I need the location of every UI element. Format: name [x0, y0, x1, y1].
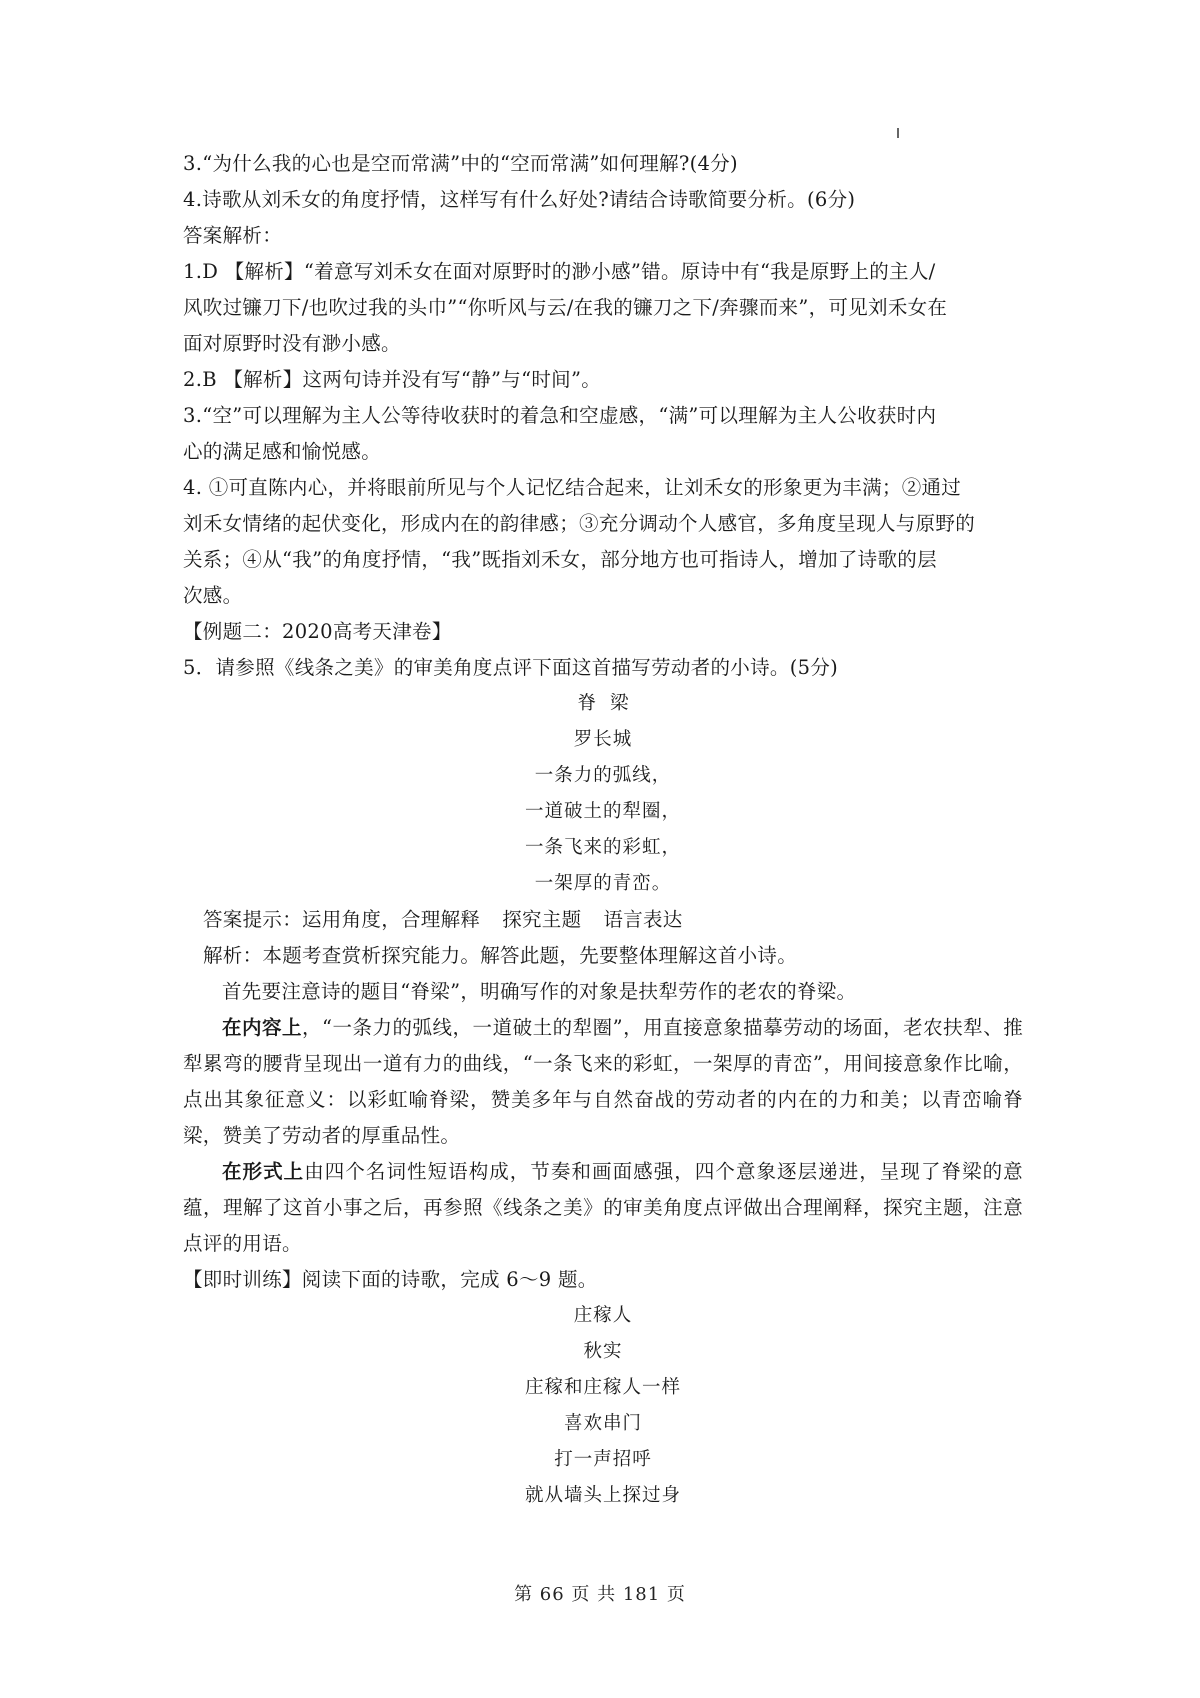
answer-3-line-1: 3.“空”可以理解为主人公等待收获时的着急和空虚感，“满”可以理解为主人公收获时内 — [183, 404, 937, 427]
answer-4-line-2: 刘禾女情绪的起伏变化，形成内在的韵律感；③充分调动个人感官，多角度呈现人与原野的 — [183, 512, 976, 535]
poem-1-line-2: 一道破土的犁圈， — [524, 801, 681, 822]
answer-hint — [183, 902, 1023, 938]
analysis-paragraph-2 — [183, 1010, 1023, 1154]
answers-heading: 答案解析： — [183, 224, 283, 247]
page-number-footer: 第 66 页 共 181 页 — [514, 1584, 686, 1605]
training-heading: 【即时训练】阅读下面的诗歌，完成 6～9 题。 — [183, 1268, 598, 1291]
poem-1-author: 罗长城 — [573, 729, 633, 750]
answer-4-line-1: 4. ①可直陈内心，并将眼前所见与个人记忆结合起来，让刘禾女的形象更为丰满；②通过 — [183, 476, 962, 499]
poem-2-line-3: 打一声招呼 — [554, 1449, 652, 1470]
answer-hint-label: 答案提示：运用角度，合理解释 — [203, 908, 481, 931]
answer-2: 2.B 【解析】这两句诗并没有写“静”与“时间”。 — [183, 368, 602, 391]
poem-1-line-1: 一条力的弧线， — [534, 765, 672, 786]
analysis-paragraph-3-text: 由四个名词性短语构成，节奏和画面感强，四个意象逐层递进，呈现了脊梁的意蕴，理解了这首小事之后，再参照《线条之美》的审美角度点评做出合理阐释，探究主题，注意点评的用语。 — [183, 1160, 1023, 1255]
page-content — [183, 146, 1023, 1514]
answer-hint-part-2: 探究主题 — [502, 908, 582, 931]
poem-2-author: 秋实 — [583, 1341, 623, 1362]
poem-2-line-2: 喜欢串门 — [563, 1413, 642, 1434]
analysis-paragraph-3-label: 在形式上 — [222, 1160, 305, 1183]
poem-1-line-3: 一条飞来的彩虹， — [524, 837, 681, 858]
question-5: 5．请参照《线条之美》的审美角度点评下面这首描写劳动者的小诗。(5分) — [183, 656, 839, 679]
answer-1-line-2: 风吹过镰刀下/也吹过我的头巾”“你听风与云/在我的镰刀之下/奔骤而来”，可见刘禾女在 — [183, 296, 948, 319]
poem-1-title: 脊梁 — [577, 693, 643, 714]
answer-3-line-2: 心的满足感和愉悦感。 — [183, 440, 382, 463]
answer-1-line-3: 面对原野时没有渺小感。 — [183, 332, 401, 355]
analysis-paragraph-1: 首先要注意诗的题目“脊梁”，明确写作的对象是扶犁劳作的老农的脊梁。 — [222, 980, 857, 1003]
header-mark — [897, 128, 899, 138]
analysis-paragraph-2-label: 在内容上 — [222, 1016, 303, 1039]
answer-1-line-1: 1.D 【解析】“着意写刘禾女在面对原野时的渺小感”错。原诗中有“我是原野上的主人/ — [183, 260, 936, 283]
analysis-intro: 解析：本题考查赏析探究能力。解答此题，先要整体理解这首小诗。 — [203, 944, 798, 967]
poem-2-title: 庄稼人 — [573, 1305, 633, 1326]
poem-2-line-1: 庄稼和庄稼人一样 — [524, 1377, 681, 1398]
answer-4-line-3: 关系；④从“我”的角度抒情，“我”既指刘禾女，部分地方也可指诗人，增加了诗歌的层 — [183, 548, 937, 571]
poem-2-line-4: 就从墙头上探过身 — [524, 1485, 681, 1506]
analysis-paragraph-2-text: ，“一条力的弧线，一道破土的犁圈”，用直接意象描摹劳动的场面，老农扶犁、推犁累弯的腰背呈现出一道有力的曲线，“一条飞来的彩虹，一架厚的青峦”，用间接意象作比喻，点出其象征意义：以彩虹喻脊梁，赞美多年与自然奋战的劳动者的内在的力和美；以青峦喻脊梁，赞美了劳动者的厚重品性。 — [183, 1016, 1023, 1147]
question-4: 4.诗歌从刘禾女的角度抒情，这样写有什么好处?请结合诗歌简要分析。(6分) — [183, 188, 856, 211]
answer-hint-part-3: 语言表达 — [603, 908, 683, 931]
analysis-paragraph-3 — [183, 1154, 1023, 1262]
answer-4-line-4: 次感。 — [183, 584, 243, 607]
poem-1-line-4: 一架厚的青峦。 — [534, 873, 672, 894]
example-2-heading: 【例题二：2020高考天津卷】 — [183, 620, 452, 643]
question-3: 3.“为什么我的心也是空而常满”中的“空而常满”如何理解?(4分) — [183, 152, 738, 175]
